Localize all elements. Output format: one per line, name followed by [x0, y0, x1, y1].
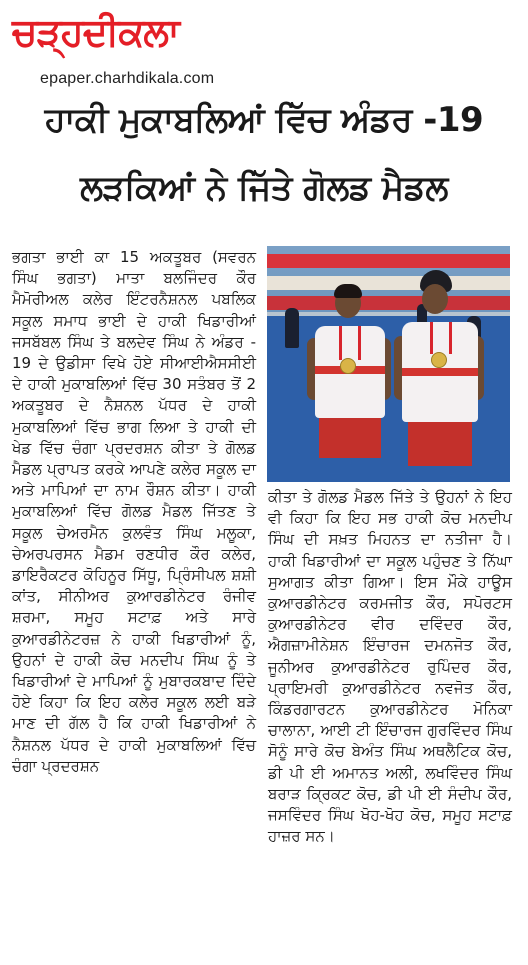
article-body-column-right [268, 487, 512, 847]
background-player [285, 308, 299, 348]
headline-line-1: ਹਾਕੀ ਮੁਕਾਬਲਿਆਂ ਵਿੱਚ ਅੰਡਰ -19 [44, 100, 484, 140]
masthead-logo: ਚੜ੍ਹਦੀਕਲਾ [12, 10, 179, 54]
article-photo [267, 246, 510, 482]
headline-line-2: ਲੜਕਿਆਂ ਨੇ ਜਿੱਤੇ ਗੋਲਡ ਮੈਡਲ [80, 168, 448, 208]
gold-medal-icon [431, 352, 447, 368]
article-paragraph: ਕੀਤਾ ਤੇ ਗੋਲਡ ਮੈਡਲ ਜਿੱਤੇ ਤੇ ਉਹਨਾਂ ਨੇ ਇਹ ਵੀ ਕਿਹਾ ਕਿ ਇਹ ਸਭ ਹਾਕੀ ਕੋਚ ਮਨਦੀਪ ਸਿੰਘ ਦੀ ਸਖ਼ਤ ਮਿਹਨਤ ਦਾ ਨਤੀਜਾ ਹੈ। ਹਾਕੀ ਖਿਡਾਰੀਆਂ ਦਾ ਸਕੂਲ ਪਹੁੰਚਣ ਤੇ ਨਿੱਘਾ ਸੁਆਗਤ ਕੀਤਾ ਗਿਆ। ਇਸ ਮੌਕੇ ਹਾਊਸ ਕੁਆਰਡੀਨੇਟਰ ਕਰਮਜੀਤ ਕੌਰ, ਸਪੋਰਟਸ ਕੁਆਰਡੀਨੇਟਰ ਵੀਰ ਦਵਿੰਦਰ ਕੌਰ, ਐਗਜ਼ਾਮੀਨੇਸ਼ਨ ਇੰਚਾਰਜ ਦਮਨਜੋਤ ਕੌਰ, ਜੂਨੀਅਰ ਕੁਆਰਡੀਨੇਟਰ ਰੁਪਿੰਦਰ ਕੌਰ, ਪ੍ਰਾਇਮਰੀ ਕੁਆਰਡੀਨੇਟਰ ਨਵਜੋਤ ਕੌਰ, ਕਿੰਡਰਗਾਰਟਨ ਕੁਆਰਡੀਨੇਟਰ ਮੋਨਿਕਾ ਚਾਲਾਨਾ, ਆਈ ਟੀ ਇੰਚਾਰਜ ਗੁਰਵਿੰਦਰ ਸਿੰਘ ਸੋਨੂੰ ਸਾਰੇ ਕੋਚ ਬੇਅੰਤ ਸਿੰਘ ਅਥਲੈਟਿਕ ਕੋਚ, ਡੀ ਪੀ ਈ ਅਮਾਨਤ ਅਲੀ, ਲਖਵਿੰਦਰ ਸਿੰਘ ਬਰਾੜ ਕ੍ਰਿਕਟ ਕੋਚ, ਡੀ ਪੀ ਈ ਸੰਦੀਪ ਕੌਰ, ਜਸਵਿੰਦਰ ਸਿੰਘ ਖੋਹ-ਖੋਹ ਕੋਚ, ਸਮੂਹ ਸਟਾਫ਼ ਹਾਜ਼ਰ ਸਨ। [268, 488, 512, 846]
player-right [392, 264, 488, 482]
gold-medal-icon [340, 358, 356, 374]
article-paragraph: ਭਗਤਾ ਭਾਈ ਕਾ 15 ਅਕਤੂਬਰ (ਸਵਰਨ ਸਿੰਘ ਭਗਤਾ) ਮਾਤਾ ਬਲਜਿੰਦਰ ਕੌਰ ਮੈਮੋਰੀਅਲ ਕਲੇਰ ਇੰਟਰਨੈਸ਼ਨਲ ਪਬਲਿਕ ਸਕੂਲ ਸਮਾਧ ਭਾਈ ਦੇ ਹਾਕੀ ਖਿਡਾਰੀਆਂ ਜਸਬੱਬਲ ਸਿੰਘ ਤੇ ਬਲਦੇਵ ਸਿੰਘ ਨੇ ਅੰਡਰ - 19 ਦੇ ਉਡੀਸਾ ਵਿਖੇ ਹੋਏ ਸੀਆਈਐਸਸੀਈ ਦੇ ਹਾਕੀ ਮੁਕਾਬਲਿਆਂ ਵਿੱਚ 30 ਸਤੰਬਰ ਤੋਂ 2 ਅਕਤੂਬਰ ਦੇ ਨੈਸ਼ਨਲ ਪੱਧਰ ਦੇ ਹਾਕੀ ਮੁਕਾਬਲਿਆਂ ਵਿੱਚ ਭਾਗ ਲਿਆ ਤੇ ਹਾਕੀ ਦੀ ਖੇਡ ਵਿੱਚ ਚੰਗਾ ਪ੍ਰਦਰਸ਼ਨ ਕੀਤਾ ਤੇ ਗੋਲਡ ਮੈਡਲ ਪ੍ਰਾਪਤ ਕਰਕੇ ਆਪਣੇ ਕਲੇਰ ਸਕੂਲ ਦਾ ਅਤੇ ਮਾਪਿਆਂ ਦਾ ਨਾਮ ਰੌਸ਼ਨ ਕੀਤਾ। ਹਾਕੀ ਮੁਕਾਬਲਿਆਂ ਵਿੱਚ ਗੋਲਡ ਮੈਡਲ ਜਿੱਤਣ ਤੇ ਸਕੂਲ ਚੇਅਰਮੈਨ ਕੁਲਵੰਤ ਸਿੰਘ ਮਲੂਕਾ, ਚੇਅਰਪਰਸਨ ਮੈਡਮ ਰਣਧੀਰ ਕੌਰ ਕਲੇਰ, ਡਾਇਰੈਕਟਰ ਕੋਹਿਨੂਰ ਸਿੱਧੂ, ਪ੍ਰਿੰਸੀਪਲ ਸ਼ਸ਼ੀ ਕਾਂਤ, ਸੀਨੀਅਰ ਕੁਆਰਡੀਨੇਟਰ ਰੰਜੀਵ ਸ਼ਰਮਾ, ਸਮੂਹ ਸਟਾਫ਼ ਅਤੇ ਸਾਰੇ ਕੁਆਰਡੀਨੇਟਰਜ਼ ਨੇ ਹਾਕੀ ਖਿਡਾਰੀਆਂ ਨੂੰ, ਉਹਨਾਂ ਦੇ ਹਾਕੀ ਕੋਚ ਮਨਦੀਪ ਸਿੰਘ ਨੂੰ ਤੇ ਖਿਡਾਰੀਆਂ ਦੇ ਮਾਪਿਆਂ ਨੂੰ ਮੁਬਾਰਕਬਾਦ ਦਿੰਦੇ ਹੋਏ ਕਿਹਾ ਕਿ ਇਹ ਕਲੇਰ ਸਕੂਲ ਲਈ ਬੜੇ ਮਾਣ ਦੀ ਗੱਲ ਹੈ ਕਿ ਹਾਕੀ ਖਿਡਾਰੀਆਂ ਨੇ ਨੈਸ਼ਨਲ ਪੱਧਰ ਦੇ ਹਾਕੀ ਮੁਕਾਬਲਿਆਂ ਵਿੱਚ ਚੰਗਾ ਪ੍ਰਦਰਸ਼ਨ [12, 248, 256, 775]
player-left [305, 276, 395, 482]
site-url[interactable]: epaper.charhdikala.com [40, 70, 215, 87]
article-body-column-left [12, 247, 256, 777]
